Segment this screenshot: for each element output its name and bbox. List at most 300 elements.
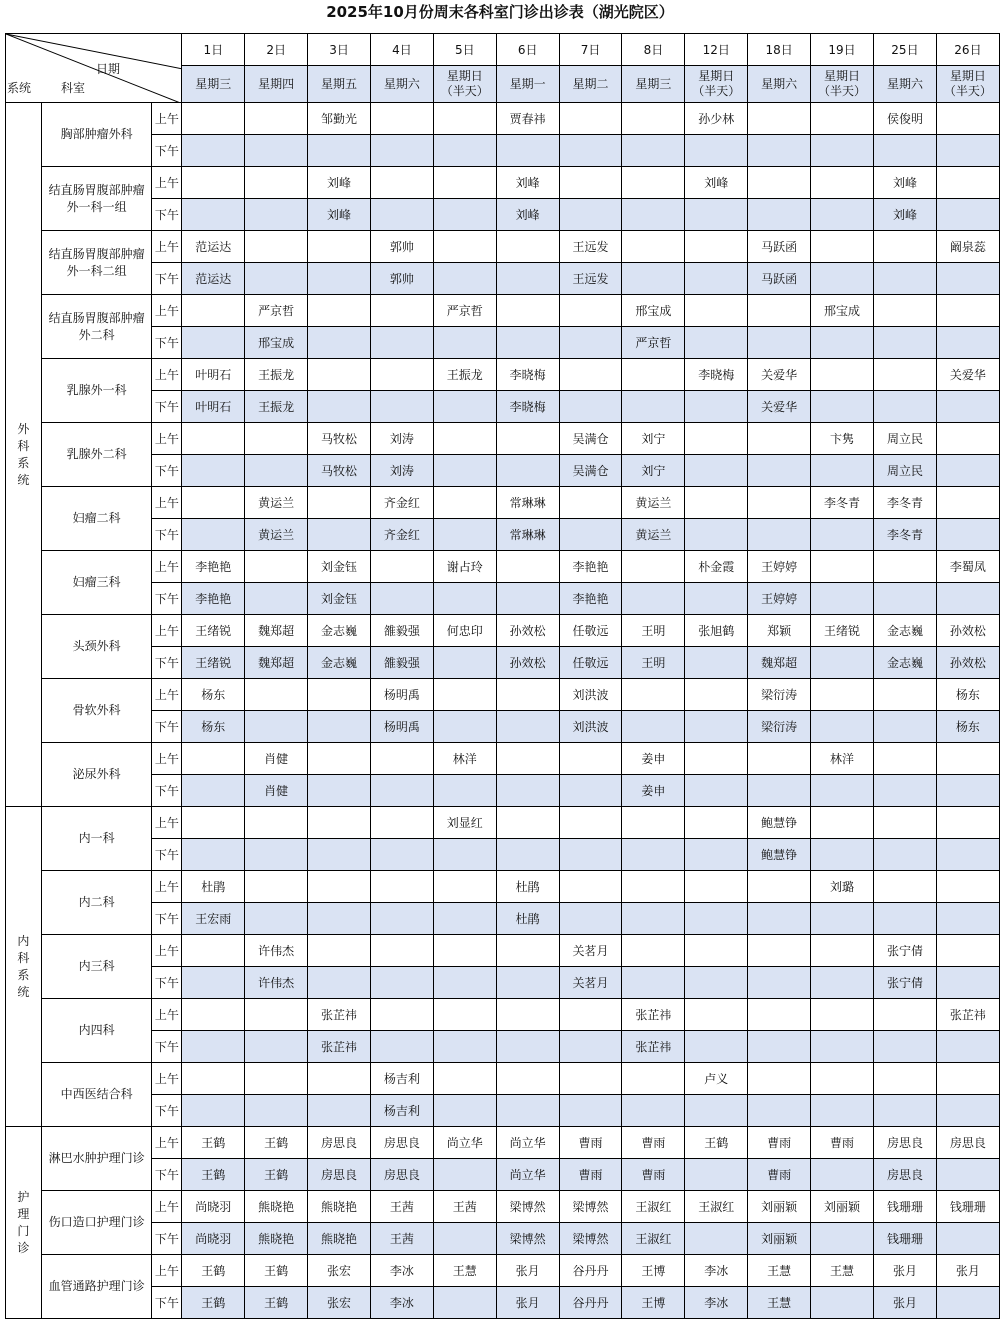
doctor-cell	[748, 455, 811, 487]
doctor-cell	[874, 743, 937, 775]
doctor-cell: 孙效松	[936, 647, 999, 679]
doctor-cell: 张芷祎	[936, 999, 999, 1031]
period-pm-label: 下午	[152, 327, 182, 359]
table-row	[6, 135, 1000, 167]
table-row	[6, 679, 1000, 711]
doctor-cell	[811, 583, 874, 615]
weekday-label: 星期三	[195, 76, 232, 91]
system-name-char: 门	[17, 1223, 30, 1238]
doctor-cell: 杨明禹	[370, 679, 433, 711]
doctor-cell: 魏郑超	[748, 647, 811, 679]
weekday-label: 星期一	[509, 76, 546, 91]
doctor-cell: 刘峰	[874, 199, 937, 231]
table-row	[6, 487, 1000, 519]
doctor-cell	[622, 871, 685, 903]
doctor-cell	[685, 679, 748, 711]
doctor-cell: 关茗月	[559, 967, 622, 999]
doctor-cell: 杜鹃	[182, 871, 245, 903]
table-row	[6, 231, 1000, 263]
doctor-cell	[748, 999, 811, 1031]
doctor-cell: 邢宝成	[811, 295, 874, 327]
doctor-cell: 刘峰	[496, 199, 559, 231]
doctor-cell	[811, 231, 874, 263]
doctor-cell: 孙效松	[936, 615, 999, 647]
doctor-cell	[496, 1063, 559, 1095]
doctor-cell: 张月	[874, 1255, 937, 1287]
doctor-cell	[370, 167, 433, 199]
department-name-cell: 血管通路护理门诊	[41, 1255, 152, 1319]
doctor-cell	[559, 775, 622, 807]
period-pm-label: 下午	[152, 647, 182, 679]
doctor-cell: 曹雨	[622, 1159, 685, 1191]
doctor-cell: 林洋	[811, 743, 874, 775]
doctor-cell	[245, 455, 308, 487]
doctor-cell	[559, 519, 622, 551]
doctor-cell: 曹雨	[811, 1127, 874, 1159]
doctor-cell	[308, 327, 371, 359]
doctor-cell	[308, 1063, 371, 1095]
doctor-cell	[559, 871, 622, 903]
doctor-cell: 张旭鹤	[685, 615, 748, 647]
doctor-cell	[559, 391, 622, 423]
doctor-cell	[936, 423, 999, 455]
doctor-cell: 王鹤	[182, 1159, 245, 1191]
doctor-cell	[433, 775, 496, 807]
doctor-cell	[936, 935, 999, 967]
doctor-cell	[245, 423, 308, 455]
doctor-cell	[874, 135, 937, 167]
weekday-label: 星期日	[446, 69, 483, 83]
doctor-cell	[936, 1287, 999, 1319]
doctor-cell	[622, 583, 685, 615]
doctor-cell	[559, 1063, 622, 1095]
doctor-cell	[496, 135, 559, 167]
doctor-cell	[622, 359, 685, 391]
period-pm-label: 下午	[152, 903, 182, 935]
period-pm-label: 下午	[152, 1223, 182, 1255]
doctor-cell: 李艳艳	[559, 551, 622, 583]
doctor-cell	[433, 935, 496, 967]
system-name-char: 科	[17, 950, 30, 965]
doctor-cell	[559, 487, 622, 519]
doctor-cell	[559, 135, 622, 167]
department-name-cell: 伤口造口护理门诊	[41, 1191, 152, 1255]
doctor-cell	[559, 167, 622, 199]
doctor-cell	[433, 1223, 496, 1255]
doctor-cell	[182, 1063, 245, 1095]
doctor-cell: 任敬远	[559, 615, 622, 647]
doctor-cell: 黄运兰	[622, 487, 685, 519]
doctor-cell: 钱珊珊	[874, 1223, 937, 1255]
doctor-cell: 房思良	[874, 1127, 937, 1159]
period-pm-label: 下午	[152, 1159, 182, 1191]
period-pm-label: 下午	[152, 135, 182, 167]
weekday-label: 星期日	[949, 69, 986, 83]
doctor-cell	[370, 135, 433, 167]
period-pm-label: 下午	[152, 455, 182, 487]
doctor-cell	[874, 807, 937, 839]
doctor-cell: 孙少林	[685, 103, 748, 135]
doctor-cell	[685, 1223, 748, 1255]
doctor-cell	[936, 1031, 999, 1063]
doctor-cell	[811, 1159, 874, 1191]
doctor-cell	[496, 1031, 559, 1063]
doctor-cell: 李蜀凤	[936, 551, 999, 583]
doctor-cell	[936, 455, 999, 487]
doctor-cell	[182, 455, 245, 487]
doctor-cell	[496, 775, 559, 807]
doctor-cell: 钱珊珊	[936, 1191, 999, 1223]
doctor-cell: 刘峰	[685, 167, 748, 199]
period-am-label: 上午	[152, 1127, 182, 1159]
doctor-cell	[245, 231, 308, 263]
doctor-cell	[685, 135, 748, 167]
doctor-cell: 王婷婷	[748, 551, 811, 583]
doctor-cell: 张宁倩	[874, 967, 937, 999]
doctor-cell	[496, 327, 559, 359]
doctor-cell	[811, 807, 874, 839]
doctor-cell	[433, 647, 496, 679]
doctor-cell: 范运达	[182, 263, 245, 295]
doctor-cell	[496, 263, 559, 295]
doctor-cell	[433, 1159, 496, 1191]
doctor-cell: 李冰	[685, 1287, 748, 1319]
doctor-cell	[496, 231, 559, 263]
half-day-note: （半天）	[818, 84, 867, 98]
doctor-cell	[433, 711, 496, 743]
doctor-cell: 杨明禹	[370, 711, 433, 743]
period-am-label: 上午	[152, 231, 182, 263]
doctor-cell	[370, 775, 433, 807]
column-day-header: 3日	[308, 34, 371, 66]
department-name-cell: 乳腺外一科	[41, 359, 152, 423]
column-day-header: 5日	[433, 34, 496, 66]
doctor-cell: 王淑红	[622, 1191, 685, 1223]
doctor-cell	[811, 999, 874, 1031]
doctor-cell	[370, 743, 433, 775]
doctor-cell	[559, 1031, 622, 1063]
doctor-cell: 房思良	[308, 1127, 371, 1159]
period-pm-label: 下午	[152, 711, 182, 743]
doctor-cell: 任敬远	[559, 647, 622, 679]
doctor-cell: 张宏	[308, 1287, 371, 1319]
doctor-cell: 尚立华	[433, 1127, 496, 1159]
doctor-cell	[245, 839, 308, 871]
doctor-cell	[370, 935, 433, 967]
department-name-cell: 内四科	[41, 999, 152, 1063]
doctor-cell	[370, 295, 433, 327]
period-am-label: 上午	[152, 615, 182, 647]
doctor-cell: 尚立华	[496, 1127, 559, 1159]
table-row	[6, 583, 1000, 615]
doctor-cell: 刘峰	[496, 167, 559, 199]
doctor-cell	[433, 423, 496, 455]
system-name-char: 护	[17, 1189, 30, 1204]
department-name-cell: 妇瘤三科	[41, 551, 152, 615]
doctor-cell	[433, 839, 496, 871]
doctor-cell	[811, 935, 874, 967]
doctor-cell	[748, 167, 811, 199]
doctor-cell	[433, 519, 496, 551]
doctor-cell	[622, 807, 685, 839]
doctor-cell: 王振龙	[433, 359, 496, 391]
doctor-cell	[496, 1095, 559, 1127]
doctor-cell	[622, 551, 685, 583]
doctor-cell: 梁博然	[559, 1223, 622, 1255]
doctor-cell	[811, 1095, 874, 1127]
doctor-cell: 谷丹丹	[559, 1255, 622, 1287]
schedule-table	[5, 33, 1000, 1319]
doctor-cell	[685, 711, 748, 743]
doctor-cell	[182, 135, 245, 167]
table-row	[6, 519, 1000, 551]
period-am-label: 上午	[152, 999, 182, 1031]
doctor-cell	[685, 199, 748, 231]
period-am-label: 上午	[152, 1063, 182, 1095]
doctor-cell: 张芷祎	[622, 999, 685, 1031]
doctor-cell: 李冬青	[811, 487, 874, 519]
table-row	[6, 1063, 1000, 1095]
doctor-cell	[182, 743, 245, 775]
column-day-header: 26日	[936, 34, 999, 66]
doctor-cell	[370, 327, 433, 359]
doctor-cell: 林洋	[433, 743, 496, 775]
doctor-cell	[685, 583, 748, 615]
doctor-cell	[245, 903, 308, 935]
doctor-cell: 王婷婷	[748, 583, 811, 615]
table-row	[6, 711, 1000, 743]
doctor-cell	[496, 935, 559, 967]
table-row	[6, 871, 1000, 903]
doctor-cell	[496, 295, 559, 327]
doctor-cell: 张月	[496, 1255, 559, 1287]
doctor-cell	[308, 487, 371, 519]
doctor-cell	[936, 903, 999, 935]
doctor-cell	[685, 743, 748, 775]
doctor-cell: 王明	[622, 615, 685, 647]
doctor-cell	[245, 999, 308, 1031]
doctor-cell	[936, 103, 999, 135]
doctor-cell	[182, 327, 245, 359]
doctor-cell: 雒毅强	[370, 615, 433, 647]
doctor-cell	[685, 295, 748, 327]
doctor-cell	[433, 1287, 496, 1319]
doctor-cell	[936, 807, 999, 839]
doctor-cell	[936, 167, 999, 199]
doctor-cell	[622, 967, 685, 999]
doctor-cell: 魏郑超	[245, 615, 308, 647]
period-pm-label: 下午	[152, 199, 182, 231]
department-name-cell: 骨软外科	[41, 679, 152, 743]
doctor-cell: 刘洪波	[559, 711, 622, 743]
doctor-cell	[370, 967, 433, 999]
table-row	[6, 807, 1000, 839]
doctor-cell: 刘璐	[811, 871, 874, 903]
weekday-label: 星期六	[886, 76, 923, 91]
doctor-cell: 王鹤	[245, 1255, 308, 1287]
doctor-cell: 吴满仓	[559, 423, 622, 455]
period-pm-label: 下午	[152, 519, 182, 551]
doctor-cell	[874, 391, 937, 423]
column-weekday-header	[308, 66, 371, 103]
doctor-cell	[245, 167, 308, 199]
doctor-cell	[748, 775, 811, 807]
doctor-cell	[811, 519, 874, 551]
doctor-cell	[182, 423, 245, 455]
doctor-cell	[182, 487, 245, 519]
doctor-cell: 王绪锐	[182, 615, 245, 647]
doctor-cell: 杜鹃	[496, 871, 559, 903]
doctor-cell	[182, 775, 245, 807]
doctor-cell	[370, 391, 433, 423]
doctor-cell: 王慧	[433, 1255, 496, 1287]
column-day-header: 6日	[496, 34, 559, 66]
doctor-cell	[245, 1031, 308, 1063]
doctor-cell	[811, 551, 874, 583]
doctor-cell	[936, 327, 999, 359]
doctor-cell	[245, 199, 308, 231]
doctor-cell: 孙效松	[496, 647, 559, 679]
doctor-cell	[622, 199, 685, 231]
column-weekday-header	[245, 66, 308, 103]
doctor-cell	[685, 423, 748, 455]
doctor-cell	[748, 871, 811, 903]
doctor-cell	[496, 583, 559, 615]
doctor-cell: 关爱华	[936, 359, 999, 391]
table-row	[6, 1127, 1000, 1159]
period-pm-label: 下午	[152, 1095, 182, 1127]
doctor-cell: 常琳琳	[496, 519, 559, 551]
doctor-cell	[308, 935, 371, 967]
doctor-cell	[182, 967, 245, 999]
doctor-cell	[559, 327, 622, 359]
doctor-cell: 王鹤	[182, 1127, 245, 1159]
doctor-cell	[748, 967, 811, 999]
doctor-cell	[622, 135, 685, 167]
doctor-cell	[245, 807, 308, 839]
column-weekday-header	[748, 66, 811, 103]
doctor-cell: 鲍慧铮	[748, 807, 811, 839]
department-name-cell: 胸部肿瘤外科	[41, 103, 152, 167]
doctor-cell: 杨东	[182, 679, 245, 711]
doctor-cell	[559, 295, 622, 327]
doctor-cell: 梁衍涛	[748, 679, 811, 711]
doctor-cell	[811, 135, 874, 167]
corner-dept-label: 科室	[61, 81, 86, 95]
doctor-cell	[874, 679, 937, 711]
table-row	[6, 455, 1000, 487]
doctor-cell	[370, 103, 433, 135]
table-row	[6, 423, 1000, 455]
doctor-cell	[433, 967, 496, 999]
system-name-char: 诊	[17, 1240, 30, 1255]
doctor-cell	[433, 167, 496, 199]
doctor-cell: 齐金红	[370, 487, 433, 519]
doctor-cell	[496, 807, 559, 839]
doctor-cell: 李晓梅	[496, 391, 559, 423]
period-am-label: 上午	[152, 807, 182, 839]
system-name-cell	[6, 807, 42, 1127]
doctor-cell	[685, 775, 748, 807]
table-row	[6, 391, 1000, 423]
doctor-cell: 金志巍	[308, 615, 371, 647]
doctor-cell	[748, 199, 811, 231]
doctor-cell	[748, 743, 811, 775]
doctor-cell: 黄运兰	[622, 519, 685, 551]
doctor-cell	[748, 1063, 811, 1095]
doctor-cell	[685, 1031, 748, 1063]
doctor-cell	[685, 519, 748, 551]
doctor-cell: 吴满仓	[559, 455, 622, 487]
column-weekday-header	[685, 66, 748, 103]
doctor-cell: 熊晓艳	[308, 1191, 371, 1223]
doctor-cell: 张芷祎	[308, 1031, 371, 1063]
doctor-cell	[622, 903, 685, 935]
weekday-label: 星期三	[635, 76, 672, 91]
doctor-cell: 尚晓羽	[182, 1191, 245, 1223]
doctor-cell: 杨东	[936, 679, 999, 711]
doctor-cell: 王博	[622, 1287, 685, 1319]
doctor-cell	[874, 775, 937, 807]
doctor-cell	[936, 871, 999, 903]
doctor-cell	[308, 1095, 371, 1127]
doctor-cell	[370, 871, 433, 903]
doctor-cell: 孙效松	[496, 615, 559, 647]
doctor-cell	[811, 1223, 874, 1255]
doctor-cell	[245, 1095, 308, 1127]
doctor-cell: 张芷祎	[622, 1031, 685, 1063]
doctor-cell	[245, 1063, 308, 1095]
period-am-label: 上午	[152, 167, 182, 199]
doctor-cell: 阚泉蕊	[936, 231, 999, 263]
doctor-cell	[559, 839, 622, 871]
period-pm-label: 下午	[152, 839, 182, 871]
doctor-cell	[748, 903, 811, 935]
doctor-cell	[811, 359, 874, 391]
doctor-cell	[748, 487, 811, 519]
doctor-cell	[811, 903, 874, 935]
department-name-cell: 淋巴水肿护理门诊	[41, 1127, 152, 1191]
doctor-cell	[811, 839, 874, 871]
period-am-label: 上午	[152, 1191, 182, 1223]
department-name-cell: 内二科	[41, 871, 152, 935]
table-row	[6, 999, 1000, 1031]
doctor-cell: 熊晓艳	[308, 1223, 371, 1255]
doctor-cell	[182, 167, 245, 199]
doctor-cell: 梁博然	[496, 1223, 559, 1255]
table-row	[6, 551, 1000, 583]
weekday-label: 星期六	[761, 76, 798, 91]
doctor-cell	[748, 327, 811, 359]
weekday-label: 星期二	[572, 76, 609, 91]
table-row	[6, 1095, 1000, 1127]
doctor-cell	[811, 1287, 874, 1319]
doctor-cell	[936, 1159, 999, 1191]
department-name-cell: 内一科	[41, 807, 152, 871]
doctor-cell	[936, 1223, 999, 1255]
doctor-cell: 朴金霞	[685, 551, 748, 583]
doctor-cell: 熊晓艳	[245, 1191, 308, 1223]
doctor-cell	[874, 263, 937, 295]
corner-system-label: 系统	[7, 81, 32, 95]
doctor-cell: 叶明石	[182, 359, 245, 391]
department-name-cell: 结直肠胃腹部肿瘤外一科一组	[41, 167, 152, 231]
table-row	[6, 103, 1000, 135]
doctor-cell	[936, 775, 999, 807]
table-row	[6, 967, 1000, 999]
doctor-cell: 房思良	[874, 1159, 937, 1191]
table-row	[6, 263, 1000, 295]
